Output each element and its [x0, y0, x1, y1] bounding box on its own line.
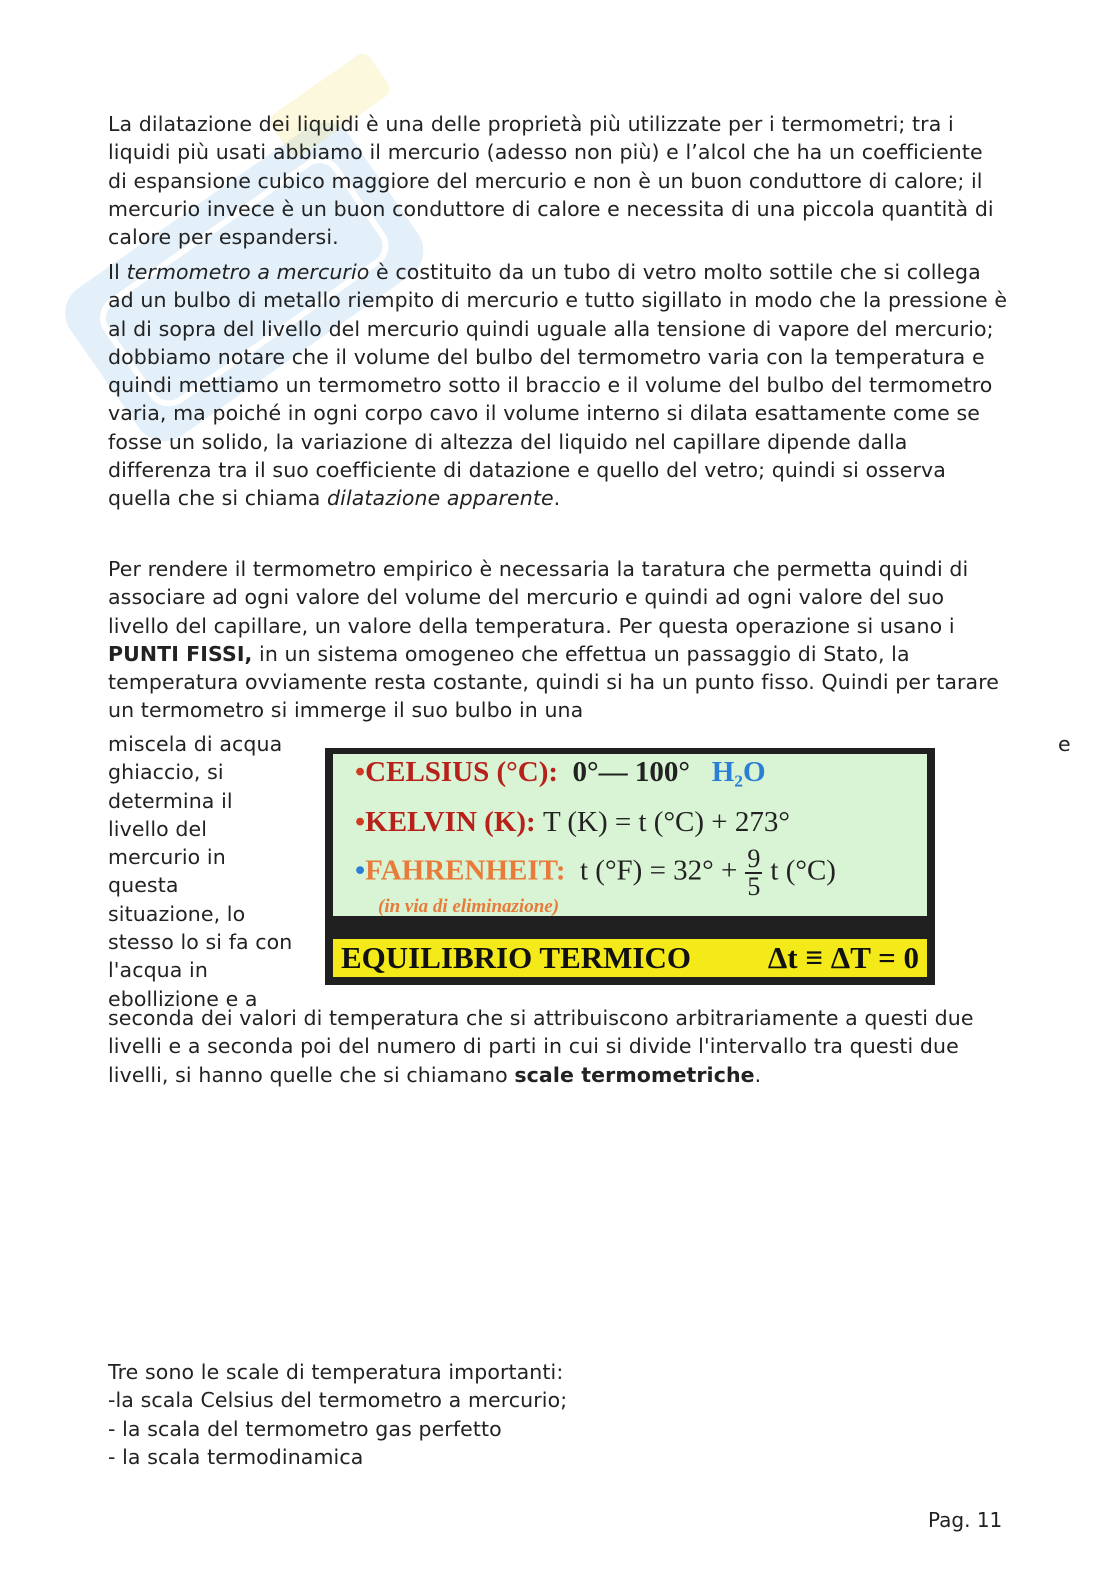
equilibrium-bar — [333, 939, 927, 977]
kelvin-row: •KELVIN (K): T (K) = t (°C) + 273° — [355, 806, 791, 838]
page-number: Pag. 11 — [928, 1508, 1003, 1532]
paragraph-liquid-dilatation: La dilatazione dei liquidi è una delle proprietà più utilizzate per i termometri; tra i liquidi più usati abbiamo il mercurio (adesso non più) e l’alcol che ha un coefficiente di espansione cubico maggiore del mercurio e non è un buon conduttore di calore; il mercurio invece è un buon conduttore di calore e necessita di una piccola quantità di calore per espandersi. — [108, 112, 994, 250]
fahrenheit-note: (in via di eliminazione) — [378, 896, 560, 917]
term-apparent-dilatation: dilatazione apparente — [327, 486, 554, 511]
paragraph-thermometric-scales: seconda dei valori di temperatura che si attribuiscono arbitrariamente a questi due livelli e a seconda poi del numero di parti in cui si divide l'intervallo tra questi due livelli, si hanno quelle che si chiamano scale termometriche. — [108, 1006, 974, 1087]
scales-panel — [333, 754, 927, 916]
kelvin-formula: T (K) = t (°C) + 273° — [542, 806, 791, 838]
list-item: -la scala Celsius del termometro a mercurio; — [108, 1388, 568, 1413]
equilibrium-label: EQUILIBRIO TERMICO — [341, 940, 691, 975]
kelvin-label: KELVIN (K): — [365, 806, 536, 838]
term-fixed-points: PUNTI FISSI, — [108, 641, 253, 666]
temperature-scales-list — [108, 1358, 1008, 1471]
celsius-range: 0°— 100° — [572, 756, 690, 788]
celsius-row: •CELSIUS (°C): 0°— 100° H₂O — [355, 756, 766, 788]
term-mercury-thermometer: termometro a mercurio — [126, 260, 370, 284]
fraction-9-5: $\frac{9}{5}$ — [747, 844, 761, 901]
temperature-scales-figure — [325, 748, 935, 985]
paragraph-calibration: Per rendere il termometro empirico è necessaria la taratura che permetta quindi di associare ad ogni valore del volume del mercurio e quindi ad ogni valore del suo livello del capillare, un valore della temperatura. Per questa operazione si usano i PUNTI FISSI, in un sistema omogeneo che effettua un passaggio di Stato, la temperatura ovviamente resta costante, quindi si ha un punto fisso. Quindi per tarare un termometro si immerge il suo bulbo in una — [108, 557, 999, 723]
list-intro: Tre sono le scale di temperatura importanti: — [108, 1360, 564, 1384]
celsius-label: CELSIUS (°C): — [365, 756, 559, 788]
paragraph-mercury-thermometer: Il termometro a mercurio è costituito da un tubo di vetro molto sottile che si collega ad un bulbo di metallo riempito di mercurio e tutto sigillato in modo che la pressione è al di sopra del livello del mercurio quindi uguale alla tensione di vapore del mercurio; dobbiamo notare che il volume del bulbo del termometro varia con la temperatura e quindi mettiamo un termometro sotto il braccio e il volume del bulbo del termometro varia, ma poiché in ogni corpo cavo il volume interno si dilata esattamente come se fosse un solido, la variazione di altezza del liquido nel capillare dipende dalla differenza tra il suo coefficiente di datazione e quello del vetro; quindi si osserva quella che si chiama dilatazione apparente. — [108, 260, 1008, 511]
fahrenheit-formula-right: t (°C) — [770, 854, 836, 887]
list-item: - la scala termodinamica — [108, 1444, 364, 1469]
paragraph-wrapped-text: miscela di acqua e ghiaccio, si determina il livello del mercurio in questa situazione, lo stesso lo si fa con l'acqua in ebollizione e a — [108, 732, 1071, 1011]
fahrenheit-formula-left: t (°F) = 32° + — [579, 854, 738, 887]
fahrenheit-row: •FAHRENHEIT: t (°F) = 32° + $\frac{9}{5}$ t (°C) — [355, 844, 836, 901]
list-item: - la scala del termometro gas perfetto — [108, 1416, 502, 1441]
equilibrium-formula: Δt ≡ ΔT = 0 — [767, 940, 919, 975]
fahrenheit-label: FAHRENHEIT: — [365, 854, 566, 887]
water-reference: H₂O — [711, 756, 766, 788]
term-thermometric-scales: scale termometriche — [514, 1062, 755, 1087]
